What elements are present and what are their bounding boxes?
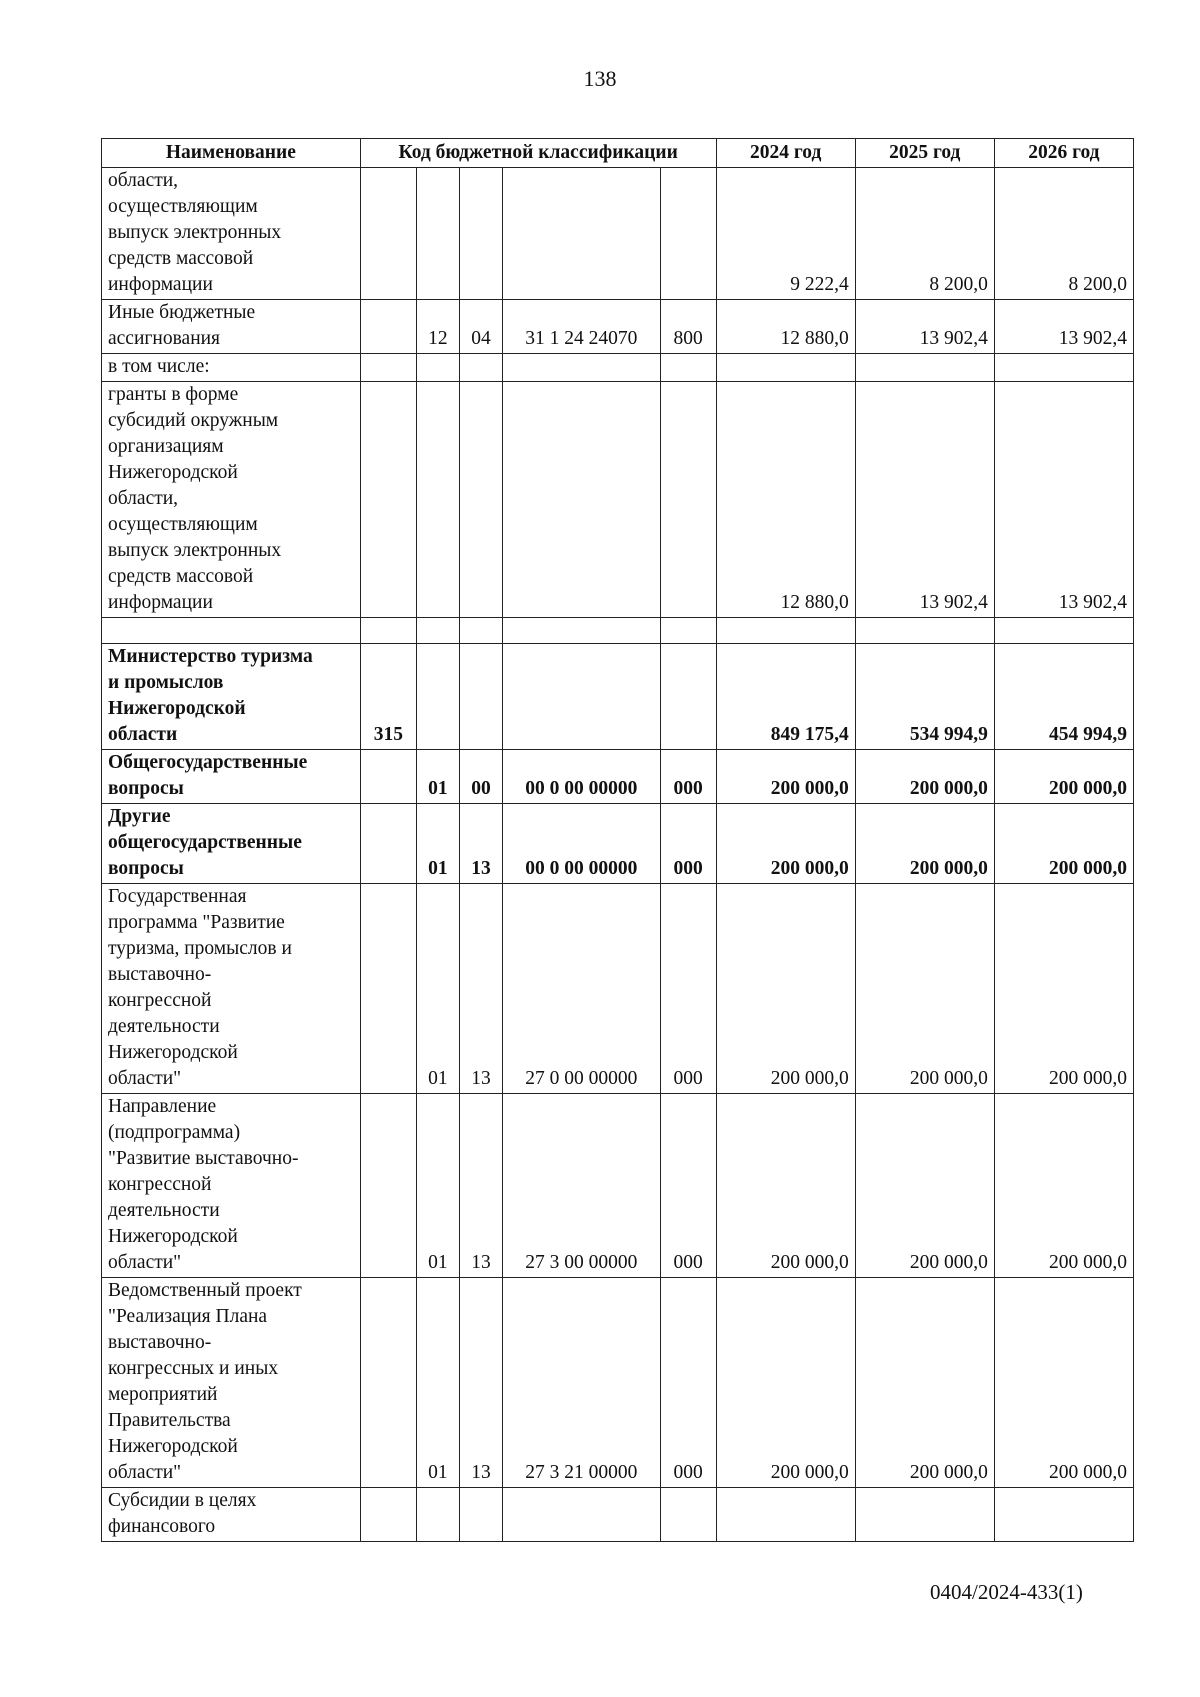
value-2026: 13 902,4: [994, 382, 1133, 618]
code-target: [503, 382, 660, 618]
code-target: 27 3 00 00000: [503, 1094, 660, 1278]
code-section: 01: [416, 1278, 459, 1488]
header-code: Код бюджетной классификации: [360, 139, 716, 168]
code-department: [360, 1488, 416, 1542]
code-expense-type: [660, 644, 716, 750]
value-2024: 12 880,0: [716, 382, 855, 618]
value-2026: [994, 618, 1133, 644]
table-row: [102, 1488, 1134, 1542]
code-expense-type: 000: [660, 1278, 716, 1488]
code-expense-type: 000: [660, 750, 716, 804]
value-2026: 13 902,4: [994, 300, 1133, 354]
header-2025: 2025 год: [855, 139, 994, 168]
value-2026: [994, 354, 1133, 382]
code-section: [416, 644, 459, 750]
page-number: 138: [583, 66, 617, 91]
code-section: [416, 354, 459, 382]
value-2024: 200 000,0: [716, 884, 855, 1094]
code-expense-type: 000: [660, 884, 716, 1094]
code-expense-type: 000: [660, 804, 716, 884]
table-row: [102, 382, 1134, 618]
row-name: Иные бюджетные ассигнования: [102, 300, 361, 354]
code-subsection: [459, 644, 502, 750]
code-department: [360, 884, 416, 1094]
code-department: [360, 1278, 416, 1488]
table-row: [102, 884, 1134, 1094]
value-2026: 200 000,0: [994, 1094, 1133, 1278]
code-subsection: 04: [459, 300, 502, 354]
table-row: [102, 168, 1134, 300]
row-name: области, осуществляющим выпуск электронных средств массовой информации: [102, 168, 361, 300]
value-2024: [716, 354, 855, 382]
table-header-row: [102, 139, 1134, 168]
table-row: [102, 354, 1134, 382]
code-expense-type: [660, 354, 716, 382]
value-2025: 534 994,9: [855, 644, 994, 750]
code-department: [360, 618, 416, 644]
code-expense-type: [660, 168, 716, 300]
value-2026: 454 994,9: [994, 644, 1133, 750]
value-2025: 13 902,4: [855, 300, 994, 354]
value-2025: 200 000,0: [855, 804, 994, 884]
code-subsection: 13: [459, 884, 502, 1094]
code-section: 01: [416, 804, 459, 884]
code-subsection: 13: [459, 804, 502, 884]
code-section: 01: [416, 884, 459, 1094]
row-name: Общегосударственные вопросы: [102, 750, 361, 804]
code-target: 00 0 00 00000: [503, 750, 660, 804]
code-subsection: 13: [459, 1094, 502, 1278]
value-2026: 200 000,0: [994, 1278, 1133, 1488]
value-2024: 200 000,0: [716, 1278, 855, 1488]
code-subsection: [459, 354, 502, 382]
value-2025: 200 000,0: [855, 750, 994, 804]
document-code: 0404/2024-433(1): [930, 1580, 1083, 1604]
code-target: [503, 354, 660, 382]
code-department: [360, 382, 416, 618]
value-2024: 849 175,4: [716, 644, 855, 750]
code-section: 12: [416, 300, 459, 354]
code-section: [416, 168, 459, 300]
row-name: гранты в форме субсидий окружным организациям Нижегородской области, осуществляющим выпуск электронных средств массовой информации: [102, 382, 361, 618]
code-subsection: 00: [459, 750, 502, 804]
header-2024: 2024 год: [716, 139, 855, 168]
value-2024: 12 880,0: [716, 300, 855, 354]
row-name: Ведомственный проект "Реализация Плана выставочно- конгрессных и иных мероприятий Правительства Нижегородской области": [102, 1278, 361, 1488]
value-2026: 200 000,0: [994, 884, 1133, 1094]
table-row: [102, 644, 1134, 750]
row-name: Министерство туризма и промыслов Нижегородской области: [102, 644, 361, 750]
code-section: [416, 382, 459, 618]
code-target: 27 3 21 00000: [503, 1278, 660, 1488]
value-2026: 8 200,0: [994, 168, 1133, 300]
code-department: [360, 300, 416, 354]
code-department: [360, 168, 416, 300]
value-2026: [994, 1488, 1133, 1542]
table-row: [102, 300, 1134, 354]
value-2025: [855, 618, 994, 644]
value-2025: 13 902,4: [855, 382, 994, 618]
table-row: [102, 1278, 1134, 1488]
value-2026: 200 000,0: [994, 804, 1133, 884]
value-2025: 8 200,0: [855, 168, 994, 300]
value-2024: 200 000,0: [716, 804, 855, 884]
value-2026: 200 000,0: [994, 750, 1133, 804]
code-target: [503, 644, 660, 750]
row-name: в том числе:: [102, 354, 361, 382]
code-subsection: [459, 382, 502, 618]
code-expense-type: [660, 382, 716, 618]
code-subsection: [459, 618, 502, 644]
header-name: Наименование: [102, 139, 361, 168]
code-subsection: [459, 1488, 502, 1542]
budget-table: [101, 138, 1134, 1542]
code-expense-type: [660, 1488, 716, 1542]
table-row: [102, 750, 1134, 804]
code-target: [503, 1488, 660, 1542]
code-expense-type: [660, 618, 716, 644]
code-target: 31 1 24 24070: [503, 300, 660, 354]
code-expense-type: 000: [660, 1094, 716, 1278]
code-section: [416, 618, 459, 644]
value-2025: [855, 354, 994, 382]
header-2026: 2026 год: [994, 139, 1133, 168]
table-row: [102, 618, 1134, 644]
code-department: [360, 750, 416, 804]
value-2024: 200 000,0: [716, 750, 855, 804]
row-name: Другие общегосударственные вопросы: [102, 804, 361, 884]
code-target: [503, 618, 660, 644]
value-2025: 200 000,0: [855, 1278, 994, 1488]
value-2024: [716, 618, 855, 644]
value-2024: 200 000,0: [716, 1094, 855, 1278]
value-2025: 200 000,0: [855, 884, 994, 1094]
row-name: Государственная программа "Развитие туризма, промыслов и выставочно- конгрессной деятельности Нижегородской области": [102, 884, 361, 1094]
value-2024: [716, 1488, 855, 1542]
value-2024: 9 222,4: [716, 168, 855, 300]
code-department: [360, 1094, 416, 1278]
table-row: [102, 804, 1134, 884]
row-name: [102, 618, 361, 644]
row-name: Субсидии в целях финансового: [102, 1488, 361, 1542]
code-department: 315: [360, 644, 416, 750]
code-target: 27 0 00 00000: [503, 884, 660, 1094]
code-department: [360, 804, 416, 884]
row-name: Направление (подпрограмма) "Развитие выставочно- конгрессной деятельности Нижегородской области": [102, 1094, 361, 1278]
code-subsection: [459, 168, 502, 300]
code-section: 01: [416, 1094, 459, 1278]
code-target: [503, 168, 660, 300]
table-row: [102, 1094, 1134, 1278]
code-section: 01: [416, 750, 459, 804]
code-department: [360, 354, 416, 382]
code-subsection: 13: [459, 1278, 502, 1488]
code-expense-type: 800: [660, 300, 716, 354]
value-2025: 200 000,0: [855, 1094, 994, 1278]
code-target: 00 0 00 00000: [503, 804, 660, 884]
value-2025: [855, 1488, 994, 1542]
code-section: [416, 1488, 459, 1542]
